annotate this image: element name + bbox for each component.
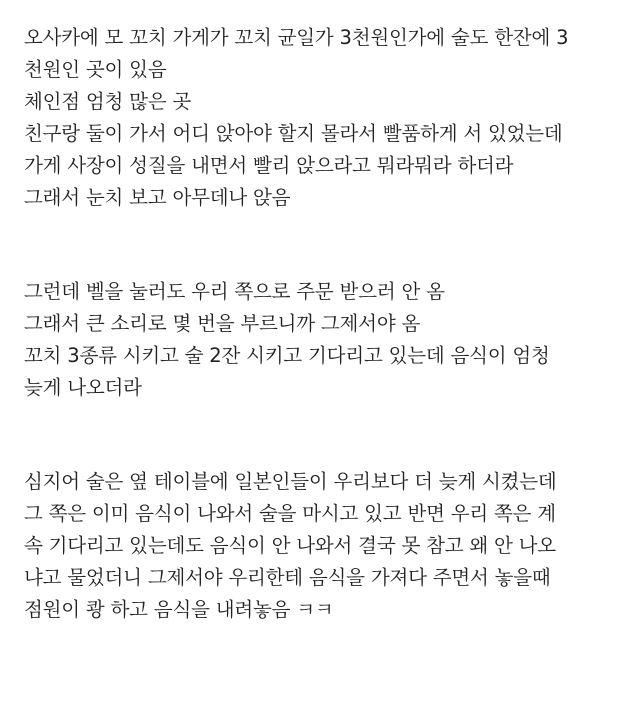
paragraph-1 bbox=[24, 22, 628, 214]
text-line: 늦게 나오더라 bbox=[24, 376, 142, 399]
text-line: 그 쪽은 이미 음식이 나와서 술을 마시고 있고 반면 우리 쪽은 계 bbox=[24, 502, 556, 525]
text-line: 오사카에 모 꼬치 가게가 꼬치 균일가 3천원인가에 술도 한잔에 3 bbox=[24, 26, 569, 49]
text-line: 체인점 엄청 많은 곳 bbox=[24, 90, 192, 113]
post-body bbox=[24, 22, 628, 626]
text-line: 그런데 벨을 눌러도 우리 쪽으로 주문 받으러 안 옴 bbox=[24, 280, 445, 303]
text-line: 점원이 쾅 하고 음식을 내려놓음 ㅋㅋ bbox=[24, 598, 334, 621]
text-line: 그래서 눈치 보고 아무데나 앉음 bbox=[24, 186, 291, 209]
text-line: 심지어 술은 옆 테이블에 일본인들이 우리보다 더 늦게 시켰는데 bbox=[24, 470, 557, 493]
paragraph-spacer bbox=[24, 214, 628, 276]
paragraph-2 bbox=[24, 276, 628, 404]
text-line: 가게 사장이 성질을 내면서 빨리 앉으라고 뭐라뭐라 하더라 bbox=[24, 154, 514, 177]
text-line: 천원인 곳이 있음 bbox=[24, 58, 167, 81]
text-line: 속 기다리고 있는데도 음식이 안 나와서 결국 못 참고 왜 안 나오 bbox=[24, 534, 556, 557]
text-line: 친구랑 둘이 가서 어디 앉아야 할지 몰라서 빨품하게 서 있었는데 bbox=[24, 122, 563, 145]
text-line: 그래서 큰 소리로 몇 번을 부르니까 그제서야 옴 bbox=[24, 312, 421, 335]
text-line: 냐고 물었더니 그제서야 우리한테 음식을 가져다 주면서 놓을때 bbox=[24, 566, 551, 589]
paragraph-spacer bbox=[24, 404, 628, 466]
text-line: 꼬치 3종류 시키고 술 2잔 시키고 기다리고 있는데 음식이 엄청 bbox=[24, 344, 550, 367]
paragraph-3 bbox=[24, 466, 628, 626]
